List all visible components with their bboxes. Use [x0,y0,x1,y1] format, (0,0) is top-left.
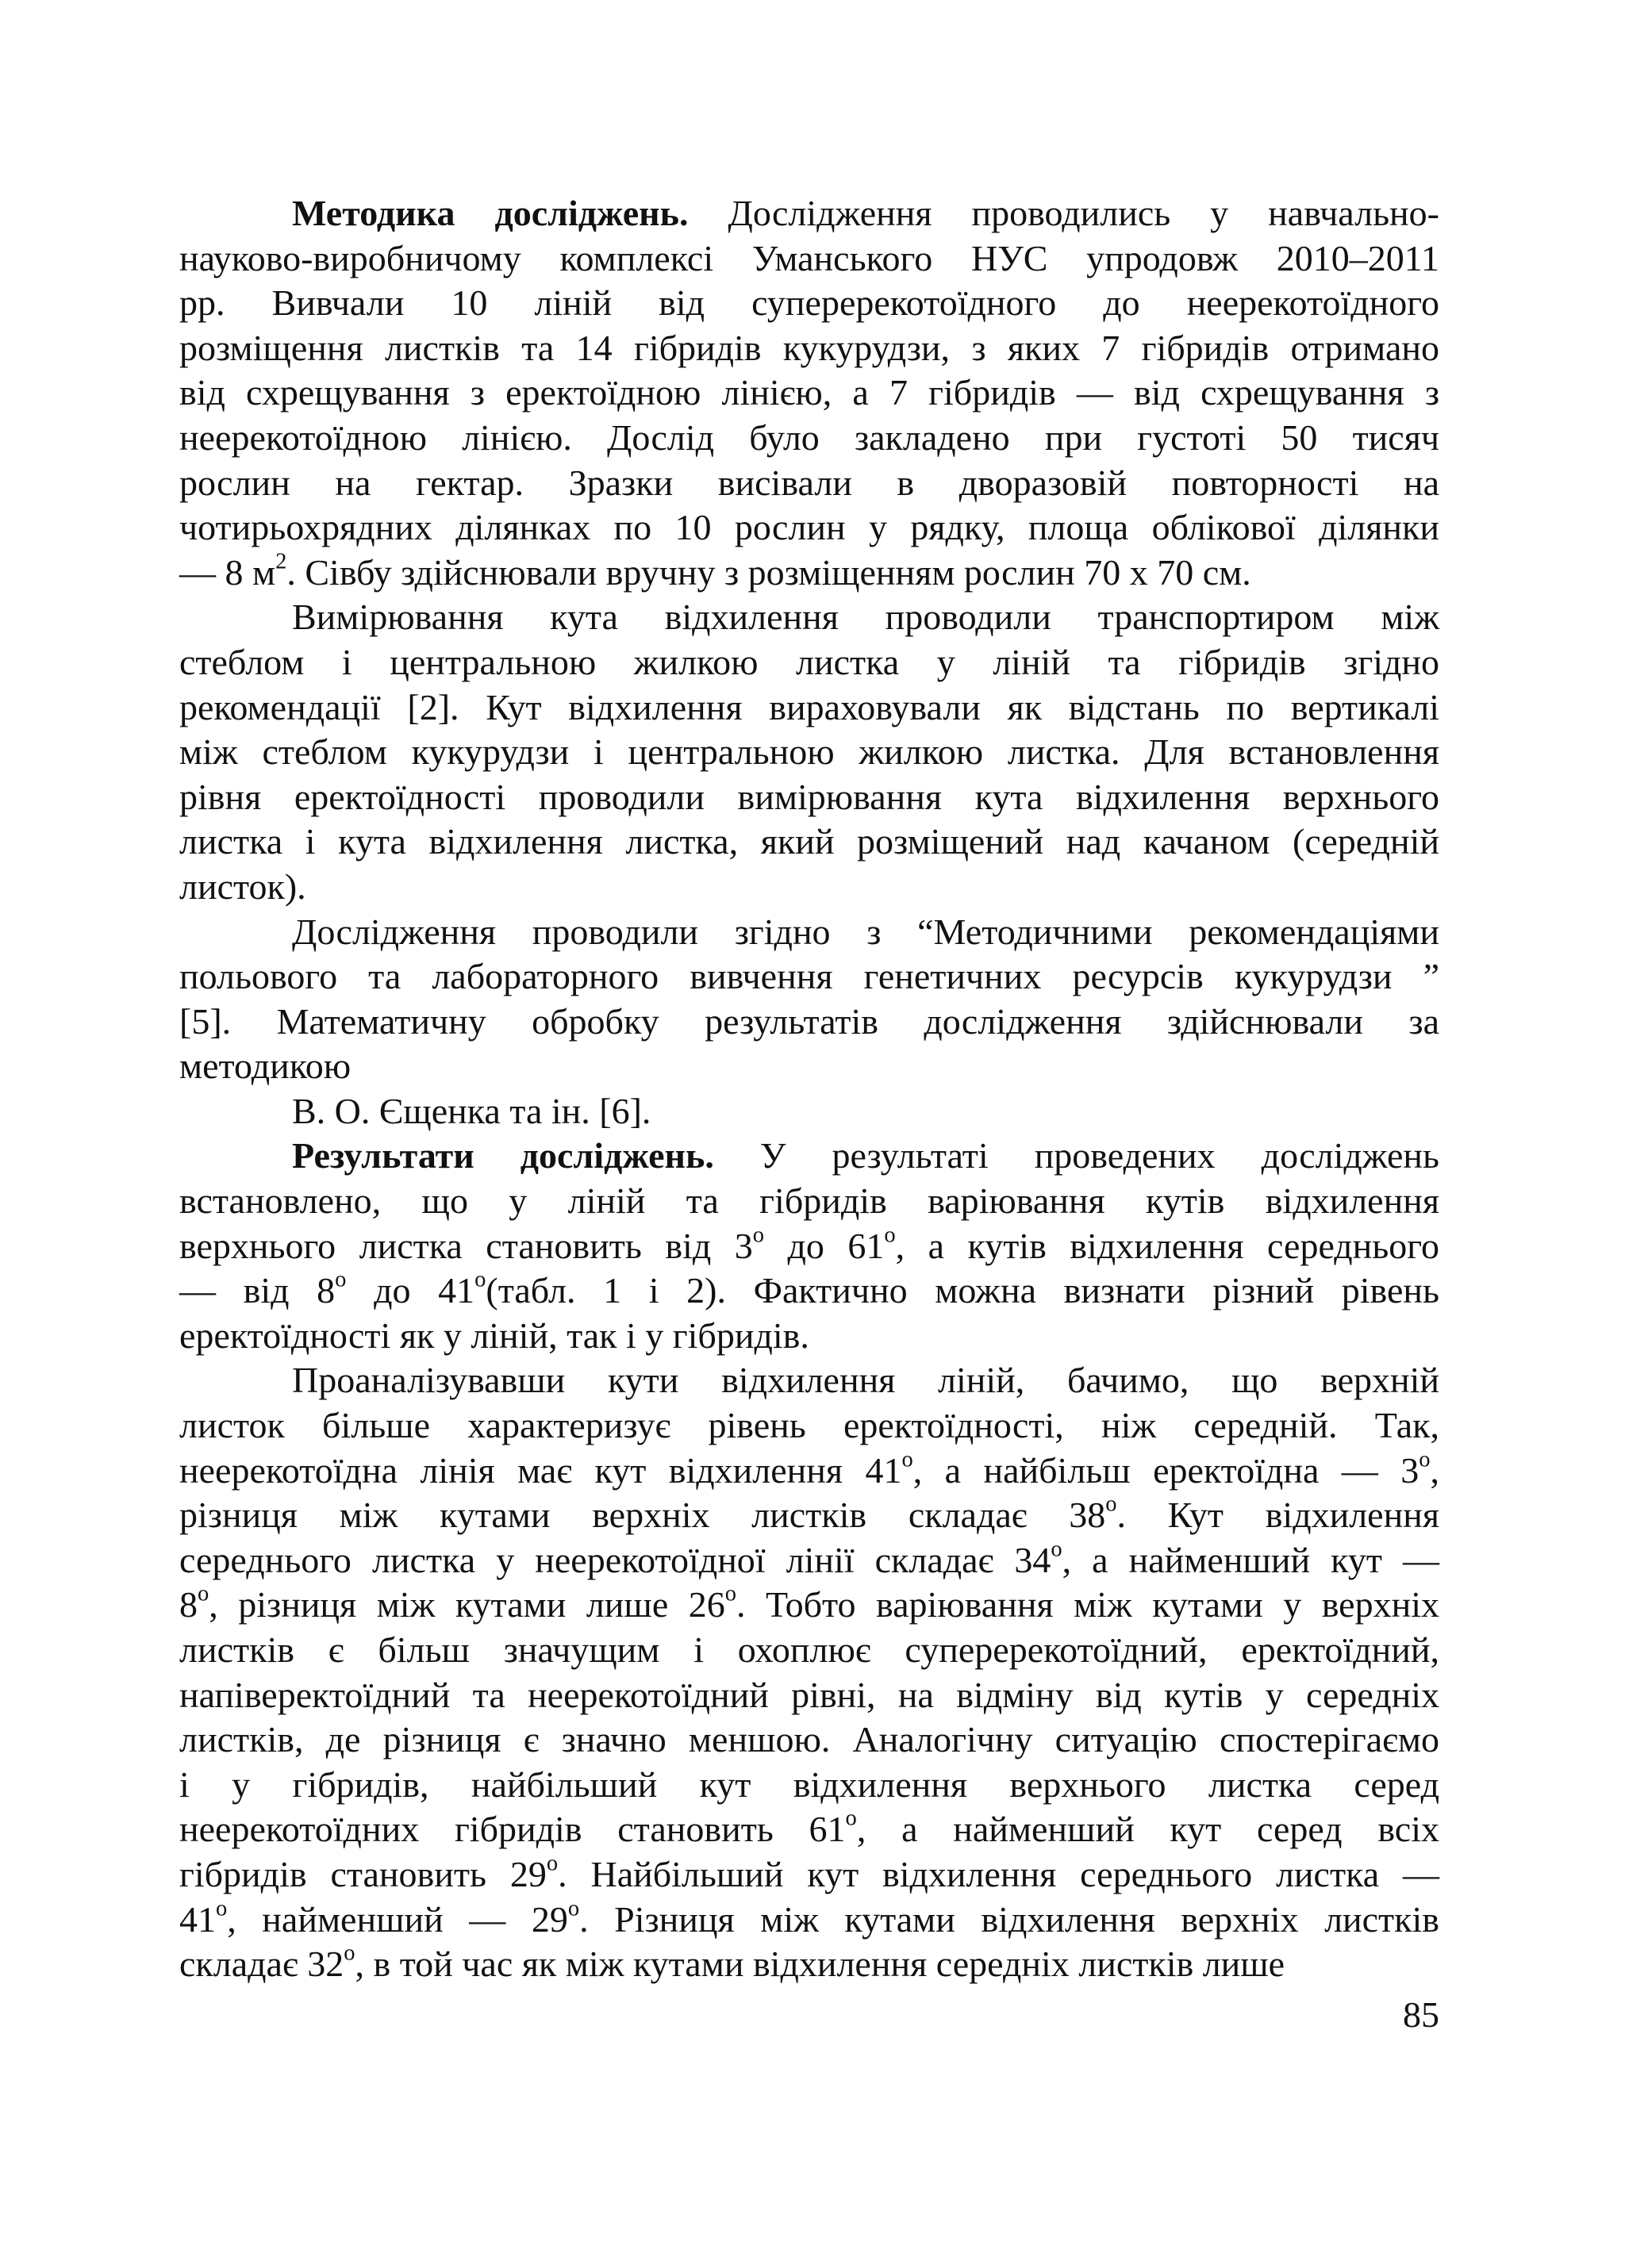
line-text: , в той час як між кутами відхилення середніх листків лише [355,1944,1285,1985]
superscript: о [752,1222,764,1248]
superscript: о [198,1581,209,1606]
line-text: — від 8 [179,1270,336,1311]
superscript: о [845,1806,857,1831]
line-text: 41 [179,1898,216,1940]
line-text: . Найбільший кут відхилення середнього листка — [558,1853,1440,1894]
superscript: о [216,1896,228,1921]
text-line [179,551,1439,596]
line-text: листків є більш значущим і охоплює суперерекотоїдний, еректоїдний, [179,1629,1439,1670]
line-text: до 61 [763,1225,885,1266]
line-text: рекомендації [2]. Кут відхилення вираховували як відстань по вертикалі [179,686,1439,727]
superscript: о [567,1896,580,1921]
line-text: [5]. Математичну обробку результатів дослідження здійснювали за [179,1000,1439,1042]
line-text: неерекотоїдною лінією. Дослід було закладено при густоті 50 тисяч [179,416,1439,458]
line-text: , а найбільш еректоїдна — 3 [912,1449,1419,1491]
line-text: чотирьохрядних ділянках по 10 рослин у рядку, площа облікової ділянки [179,507,1439,548]
line-text: Вимірювання кута відхилення проводили транспортиром між [292,597,1439,638]
text-line [179,640,1439,685]
line-text: листків, де різниця є значно меншою. Аналогічну ситуацію спостерігаємо [179,1719,1439,1760]
text-line [179,1089,1439,1134]
text-line [179,416,1439,461]
superscript: о [724,1581,736,1606]
text-line [179,1717,1439,1763]
line-text: складає 32 [179,1944,344,1985]
paragraph [179,910,1439,1089]
text-line [179,1449,1439,1494]
line-text: розміщення листків та 14 гібридів кукурудзи, з яких 7 гібридів отримано [179,327,1439,368]
text-line [179,1314,1439,1359]
text-line [179,865,1439,910]
superscript: о [474,1267,486,1292]
line-text: середнього листка у неерекотоїдної лінії складає 34 [179,1539,1051,1580]
line-text: неерекотоїдних гібридів становить 61 [179,1809,846,1850]
text-line [179,1583,1439,1628]
section-heading: Результати досліджень. [292,1135,714,1176]
text-line [179,1000,1439,1045]
line-text: Дослідження проводили згідно з “Методичними рекомендаціями [292,911,1439,952]
line-text: , [1430,1449,1439,1491]
text-line [179,1493,1439,1538]
text-line [179,1224,1439,1269]
line-text: польового та лабораторного вивчення генетичних ресурсів кукурудзи ” [179,956,1439,997]
text-line [179,1358,1439,1403]
line-text: гібридів становить 29 [179,1853,547,1894]
line-text: листка і кута відхилення листка, який розміщений над качаном (середній [179,821,1439,862]
page-number: 85 [1403,1994,1439,2035]
body-text [179,191,1439,1987]
text-line [179,685,1439,731]
superscript: о [546,1851,559,1876]
line-text: . Тобто варіювання між кутами у верхніх [736,1584,1439,1625]
text-line [179,1942,1439,1987]
line-text: листок). [179,865,306,907]
line-text: рослин на гектар. Зразки висівали в дворазовій повторності на [179,462,1439,503]
line-text: неерекотоїдна лінія має кут відхилення 41 [179,1449,902,1491]
text-line [179,191,1439,236]
line-text: листок більше характеризує рівень еректоїдності, ніж середній. Так, [179,1405,1439,1446]
line-text: 8 [179,1584,198,1625]
line-text: — 8 м [179,551,276,593]
text-line [179,1134,1439,1179]
superscript: о [884,1222,896,1248]
line-text: . Кут відхилення [1116,1495,1439,1536]
paragraph [179,595,1439,909]
text-line [179,1044,1439,1089]
line-text: , а найменший кут — [1062,1539,1439,1580]
paragraph [179,1089,1439,1134]
text-line [179,1179,1439,1224]
superscript: о [344,1940,355,1966]
text-line [179,819,1439,865]
text-line [179,1852,1439,1898]
line-text: науково-виробничому комплексі Уманського НУС упродовж 2010–2011 [179,237,1439,278]
paragraph [179,1358,1439,1986]
line-text: Дослідження проводились у навчально- [688,193,1439,233]
line-text: . Сівбу здійснювали вручну з розміщенням рослин 70 х 70 см. [286,551,1251,593]
line-text: еректоїдності як у ліній, так і у гібридів. [179,1314,809,1356]
text-line [179,1268,1439,1314]
superscript: о [1051,1537,1062,1562]
superscript: о [1105,1491,1117,1517]
text-line [179,461,1439,506]
text-line [179,1628,1439,1673]
line-text: методикою [179,1046,352,1087]
text-line [179,236,1439,282]
line-text: напіверектоїдний та неерекотоїдний рівні, на відміну від кутів у середніх [179,1674,1439,1715]
line-text: різниця між кутами верхніх листків складає 38 [179,1495,1106,1536]
superscript: 2 [275,549,287,574]
line-text: , найменший — 29 [227,1898,568,1940]
line-text: встановлено, що у ліній та гібридів варіювання кутів відхилення [179,1180,1439,1222]
line-text: від схрещування з еректоїдною лінією, а 7 гібридів — від схрещування з [179,372,1439,413]
line-text: У результаті проведених досліджень [713,1135,1439,1176]
paragraph [179,1134,1439,1358]
text-line [179,1538,1439,1583]
text-line [179,1403,1439,1449]
superscript: о [335,1267,347,1292]
text-line [179,505,1439,551]
line-text: і у гібридів, найбільший кут відхилення верхнього листка серед [179,1763,1439,1805]
line-text: рр. Вивчали 10 ліній від суперерекотоїдного до неерекотоїдного [179,282,1439,324]
line-text: , а кутів відхилення середнього [895,1225,1439,1266]
text-line [179,595,1439,640]
text-line [179,1673,1439,1718]
line-text: верхнього листка становить від 3 [179,1225,753,1266]
line-text: . Різниця між кутами відхилення верхніх листків [579,1898,1440,1940]
section-heading: Методика досліджень. [292,193,689,233]
line-text: В. О. Єщенка та ін. [6]. [292,1090,651,1131]
paragraph [179,191,1439,595]
text-line [179,1898,1439,1943]
line-text: рівня еректоїдності проводили вимірювання кута відхилення верхнього [179,776,1439,817]
text-line [179,1763,1439,1808]
line-text: Проаналізувавши кути відхилення ліній, бачимо, що верхній [292,1360,1439,1401]
line-text: (табл. 1 і 2). Фактично можна визнати різний рівень [486,1270,1439,1311]
line-text: до 41 [346,1270,475,1311]
line-text: , а найменший кут серед всіх [856,1809,1439,1850]
line-text: між стеблом кукурудзи і центральною жилкою листка. Для встановлення [179,731,1439,773]
text-line [179,281,1439,326]
text-line [179,954,1439,1000]
line-text: , різниця між кутами лише 26 [209,1584,725,1625]
text-line [179,730,1439,775]
superscript: о [901,1447,913,1472]
text-line [179,370,1439,416]
text-line [179,1807,1439,1852]
text-line [179,326,1439,371]
text-line [179,775,1439,820]
text-line [179,910,1439,955]
superscript: о [1419,1447,1431,1472]
line-text: стеблом і центральною жилкою листка у ліній та гібридів згідно [179,641,1439,682]
